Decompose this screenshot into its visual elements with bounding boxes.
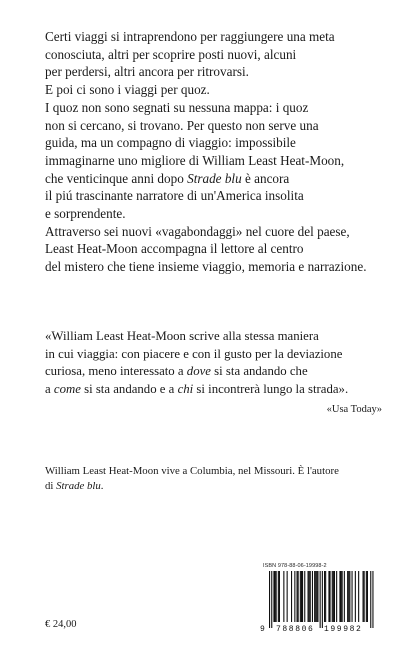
barcode-bar: [301, 571, 302, 622]
barcode-bar: [366, 571, 367, 622]
blurb-line: [45, 170, 390, 188]
bio-text-span: di: [45, 479, 57, 492]
barcode-bar: [316, 571, 317, 622]
quote-emphasis: dove: [186, 364, 211, 379]
barcode-bar: [342, 571, 343, 622]
barcode-bar: [297, 571, 298, 622]
barcode-graphic: [259, 570, 383, 633]
blurb-text: [45, 28, 390, 276]
barcode-bar: [279, 571, 280, 622]
blurb-line: Certi viaggi si intraprendono per raggiungere una meta: [45, 29, 335, 44]
blurb-line: non si cercano, si trovano. Per questo non serve una: [45, 117, 319, 133]
barcode-bar: [363, 571, 364, 622]
barcode-bar: [300, 571, 301, 622]
press-quote: [45, 328, 385, 399]
quote-emphasis: come: [53, 382, 81, 397]
quote-text-span: si incontrerà lungo la strada».: [193, 382, 349, 397]
barcode-bar: [271, 571, 272, 628]
barcode-bar: [348, 571, 349, 622]
barcode-bar: [308, 571, 309, 622]
barcode-bar: [315, 571, 316, 622]
quote-text-span: si sta andando che: [210, 364, 308, 379]
bio-line: [45, 479, 390, 494]
barcode-bar: [344, 571, 345, 622]
quote-line: [45, 363, 385, 381]
blurb-line: E poi ci sono i viaggi per quoz.: [45, 82, 210, 98]
barcode-bar: [370, 571, 371, 628]
barcode-bar: [336, 571, 337, 622]
isbn-barcode: [259, 570, 383, 633]
barcode-bar: [302, 571, 303, 622]
barcode-bar: [358, 571, 359, 622]
blurb-line: conosciuta, altri per scoprire posti nuovi, alcuni: [45, 46, 297, 62]
barcode-bar: [317, 571, 318, 622]
barcode-bar: [283, 571, 284, 622]
barcode-bar: [309, 571, 310, 622]
barcode-bar: [355, 571, 356, 622]
quote-line: «William Least Heat-Moon scrive alla stessa maniera: [45, 329, 319, 343]
barcode-bar: [347, 571, 348, 622]
barcode-bar: [333, 571, 334, 622]
barcode-bar: [367, 571, 368, 622]
barcode-bar: [364, 571, 365, 622]
quote-text-span: si sta andando e a: [80, 382, 178, 397]
barcode-bar: [273, 571, 274, 622]
barcode-bar: [339, 571, 340, 622]
barcode-bar: [330, 571, 331, 622]
barcode-bar: [334, 571, 335, 622]
barcode-bar: [278, 571, 279, 622]
author-bio: [45, 464, 390, 493]
blurb-line: Least Heat-Moon accompagna il lettore al centro: [45, 241, 304, 257]
barcode-bar: [349, 571, 350, 622]
isbn-number: ISBN 978-88-06-19998-2: [263, 563, 327, 569]
barcode-bar: [332, 571, 333, 622]
quote-line: [45, 381, 385, 399]
blurb-line: immaginarne uno migliore di William Least Heat-Moon,: [45, 152, 345, 168]
barcode-bar: [352, 571, 353, 622]
barcode-bar: [325, 571, 326, 622]
barcode-bar: [276, 571, 277, 622]
barcode-bar: [322, 571, 323, 628]
barcode-digit-first: 9: [260, 625, 265, 633]
barcode-digits-right: 199982: [324, 625, 363, 633]
blurb-line: guida, ma un compagno di viaggio: impossibile: [45, 135, 296, 151]
bio-text-span: .: [100, 479, 104, 492]
barcode-bar: [312, 571, 313, 622]
barcode-bar: [287, 571, 288, 622]
barcode-bar: [324, 571, 325, 622]
blurb-text-span: che venticinque anni dopo: [45, 170, 188, 186]
barcode-bar: [328, 571, 329, 622]
barcode-bar: [269, 571, 270, 628]
blurb-line: Attraverso sei nuovi «vagabondaggi» nel cuore del paese,: [45, 223, 350, 239]
quote-emphasis: chi: [177, 382, 194, 397]
barcode-bar: [314, 571, 315, 622]
blurb-line: del mistero che tiene insieme viaggio, memoria e narrazione.: [45, 259, 367, 275]
barcode-digits-left: 788806: [276, 625, 315, 633]
barcode-bar: [291, 571, 292, 622]
price: € 24,00: [45, 619, 77, 630]
barcode-bar: [304, 571, 305, 622]
barcode-bar: [320, 571, 321, 628]
quote-source: «Usa Today»: [326, 404, 382, 415]
blurb-line: il piú trascinante narratore di un'America insolita: [45, 188, 304, 204]
barcode-bar: [298, 571, 299, 622]
barcode-bar: [275, 571, 276, 622]
quote-line: in cui viaggia: con piacere e con il gusto per la deviazione: [45, 346, 343, 361]
quote-text-span: a: [45, 382, 54, 397]
book-title-strade-blu: Strade blu: [56, 479, 101, 492]
blurb-line: e sorprendente.: [45, 206, 126, 222]
barcode-bar: [294, 571, 295, 622]
barcode-bar: [310, 571, 311, 622]
book-title-strade-blu: Strade blu: [187, 170, 242, 186]
bio-line: William Least Heat-Moon vive a Columbia, nel Missouri. È l'autore: [45, 465, 339, 477]
barcode-bar: [341, 571, 342, 622]
blurb-line: per perdersi, altri ancora per ritrovarsi.: [45, 64, 249, 80]
blurb-line: I quoz non sono segnati su nessuna mappa: i quoz: [45, 99, 309, 115]
blurb-text-span: è ancora: [241, 170, 290, 186]
quote-text-span: curiosa, meno interessato a: [45, 364, 187, 379]
barcode-bar: [372, 571, 373, 628]
